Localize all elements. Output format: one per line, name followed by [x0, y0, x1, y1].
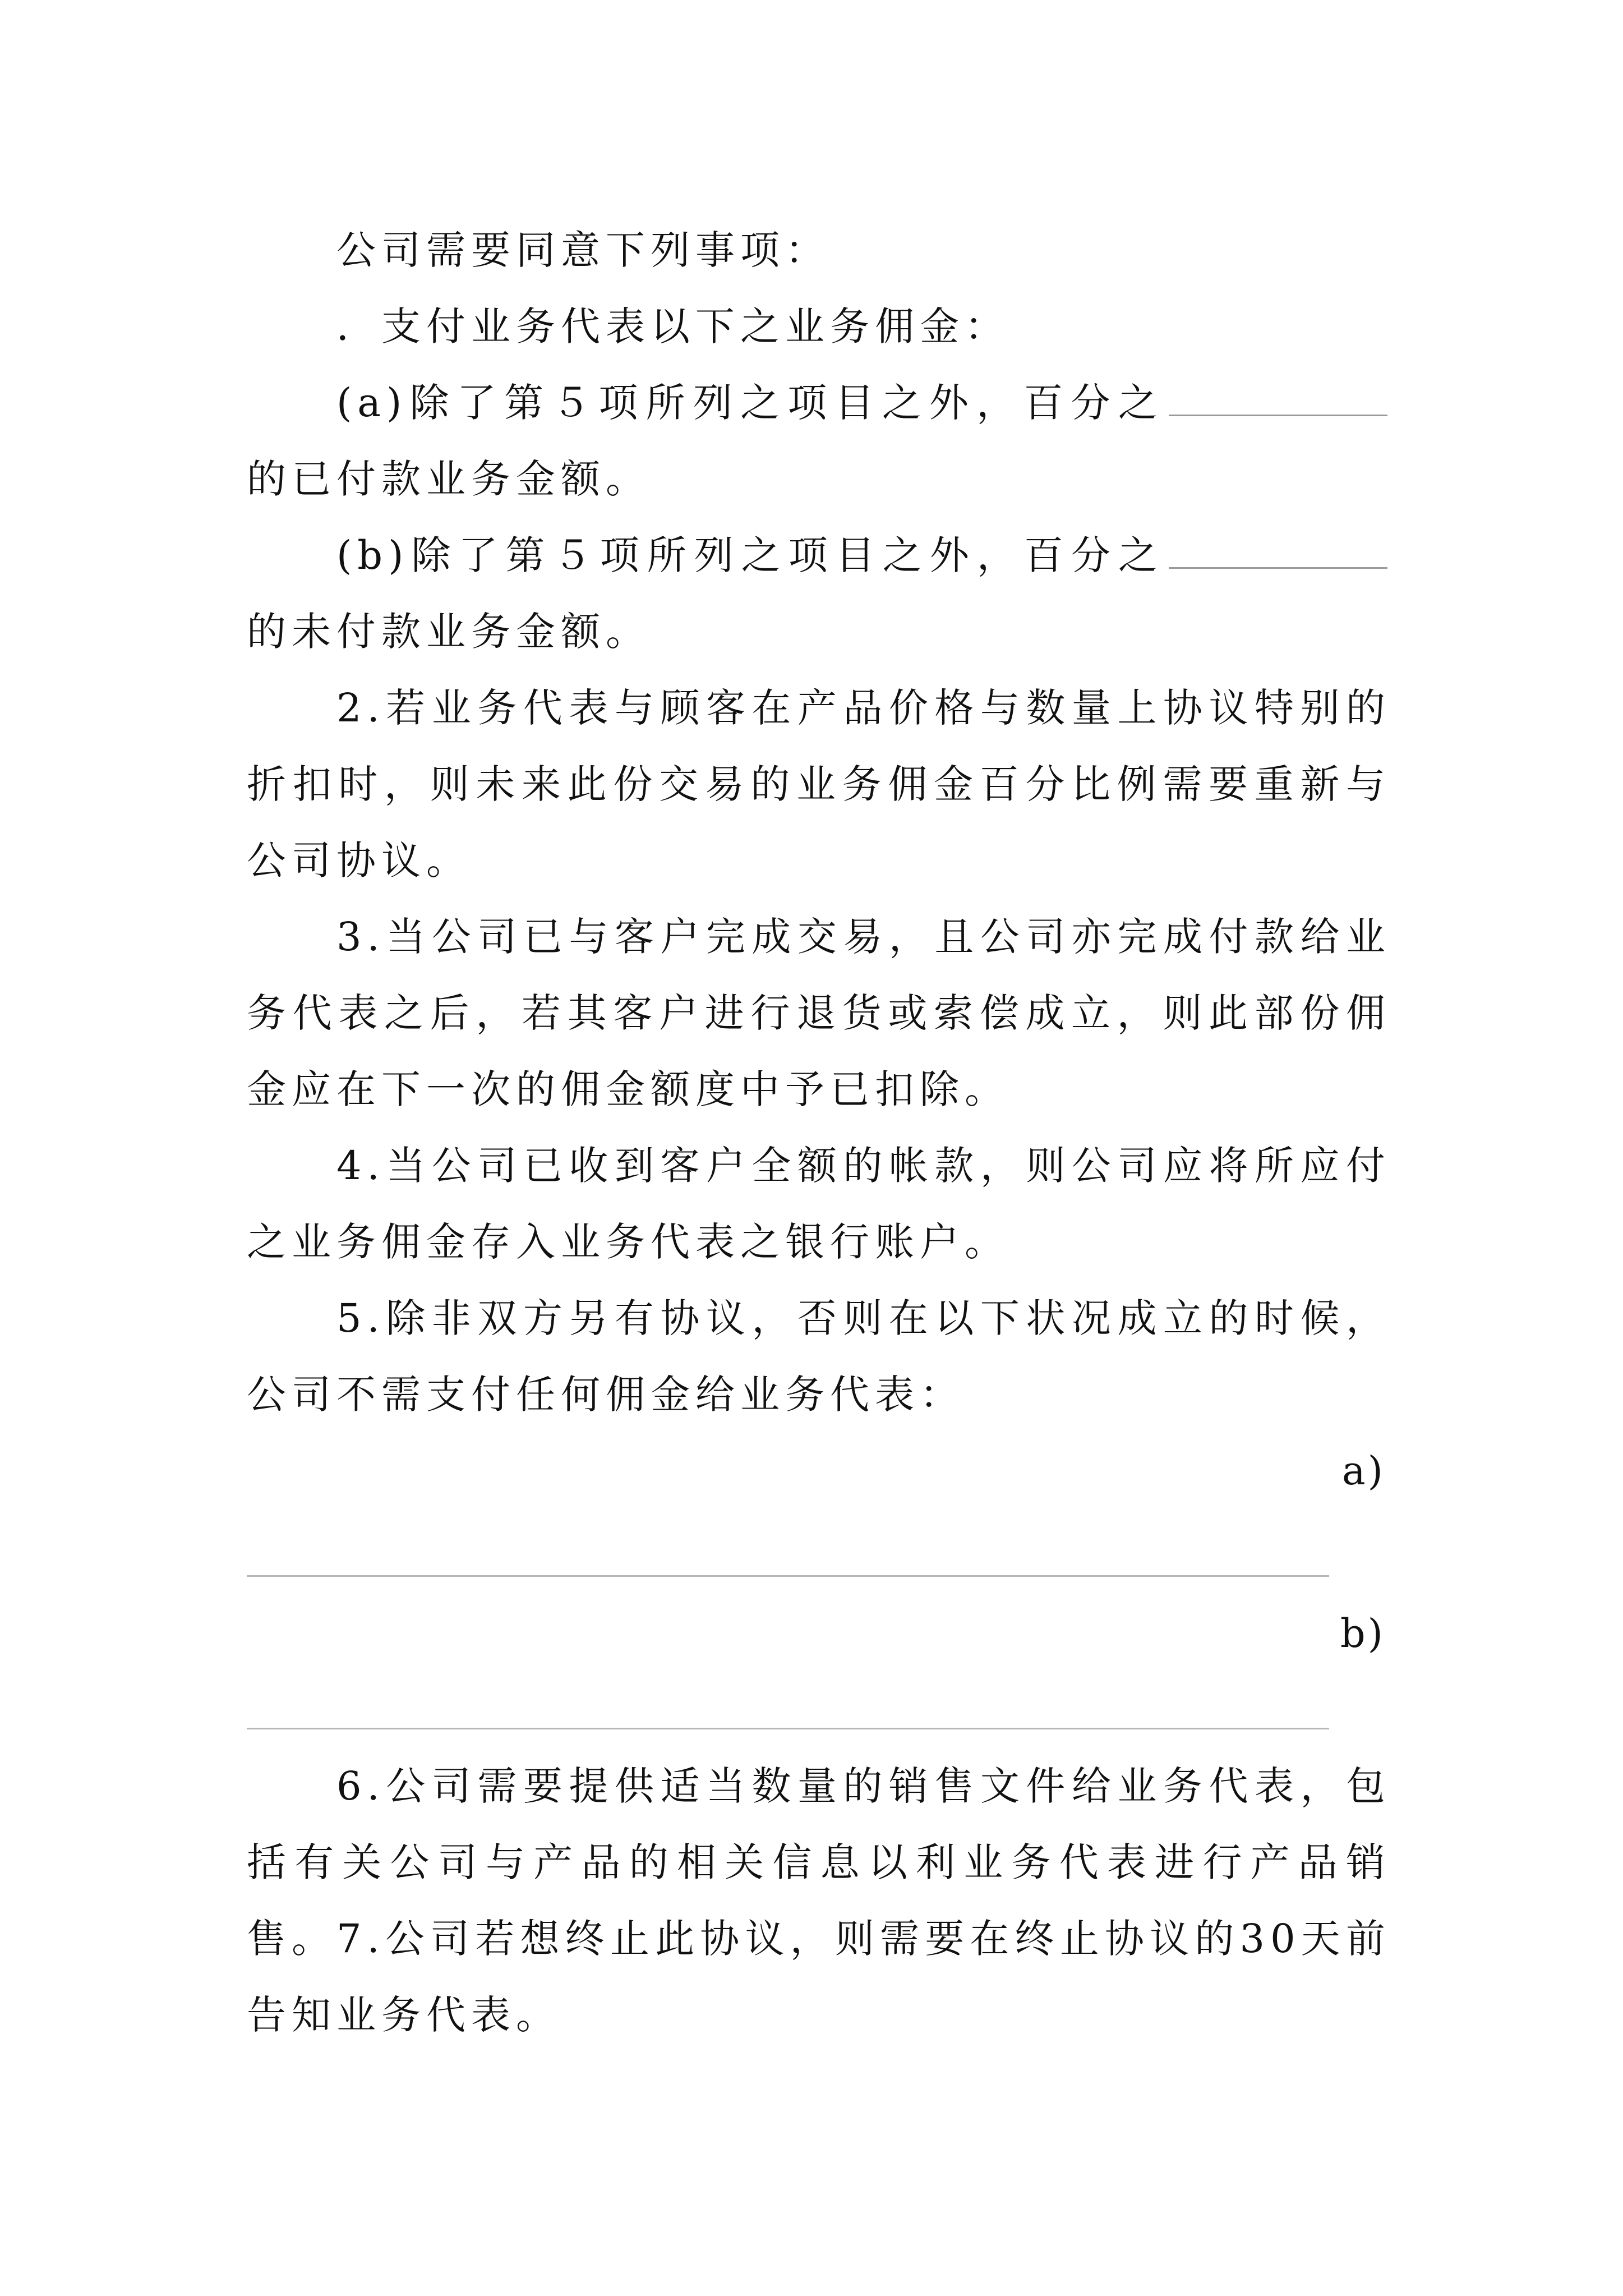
item-7-paragraph [247, 1901, 1391, 2053]
item-7-text: 7.公司若想终止此协议，则需要在终止协议的30天前告知业务代表。 [247, 1916, 1391, 2038]
item-1b-text-after: 的未付款业务金额。 [247, 609, 651, 655]
item-1-paragraph [247, 288, 1391, 365]
item-5b-blank-line[interactable] [247, 1728, 1329, 1729]
item-5a-blank-line[interactable] [247, 1575, 1329, 1577]
item-2-text: 2.若业务代表与顾客在产品价格与数量上协议特别的折扣时，则未来此份交易的业务佣金百分比例需要重新与公司协议。 [247, 685, 1391, 884]
item-5b-label: b) [1340, 1611, 1385, 1657]
item-1-text: ．支付业务代表以下之业务佣金： [336, 303, 1009, 349]
item-1b-paragraph [247, 517, 1391, 670]
intro-paragraph [247, 212, 1391, 288]
item-5-paragraph [247, 1280, 1391, 1433]
item-1a-paragraph [247, 365, 1391, 517]
item-1b-text-before: (b)除了第５项所列之项目之外，百分之 [336, 532, 1165, 578]
item-4-paragraph [247, 1128, 1391, 1280]
item-1a-text-before: (a)除了第５项所列之项目之外，百分之 [336, 380, 1165, 426]
percentage-blank-b[interactable] [1169, 536, 1387, 569]
item-3-text: 3.当公司已与客户完成交易，且公司亦完成付款给业务代表之后，若其客户进行退货或索偿成立，则此部份佣金应在下一次的佣金额度中予已扣除。 [247, 914, 1391, 1112]
item-2-paragraph [247, 670, 1391, 899]
item-3-paragraph [247, 899, 1391, 1128]
item-6-text: 6.公司需要提供适当数量的销售文件给业务代表，包括有关公司与产品的相关信息以利业务代表进行产品销售。 [247, 1763, 1391, 1962]
item-5-text: 5.除非双方另有协议，否则在以下状况成立的时候，公司不需支付任何佣金给业务代表： [247, 1295, 1391, 1418]
item-5a-label: a) [1341, 1448, 1385, 1494]
item-1a-text-after: 的已付款业务金额。 [247, 456, 651, 502]
percentage-blank-a[interactable] [1169, 383, 1387, 416]
intro-text: 公司需要同意下列事项： [336, 227, 830, 273]
item-4-text: 4.当公司已收到客户全额的帐款，则公司应将所应付之业务佣金存入业务代表之银行账户。 [247, 1143, 1391, 1265]
